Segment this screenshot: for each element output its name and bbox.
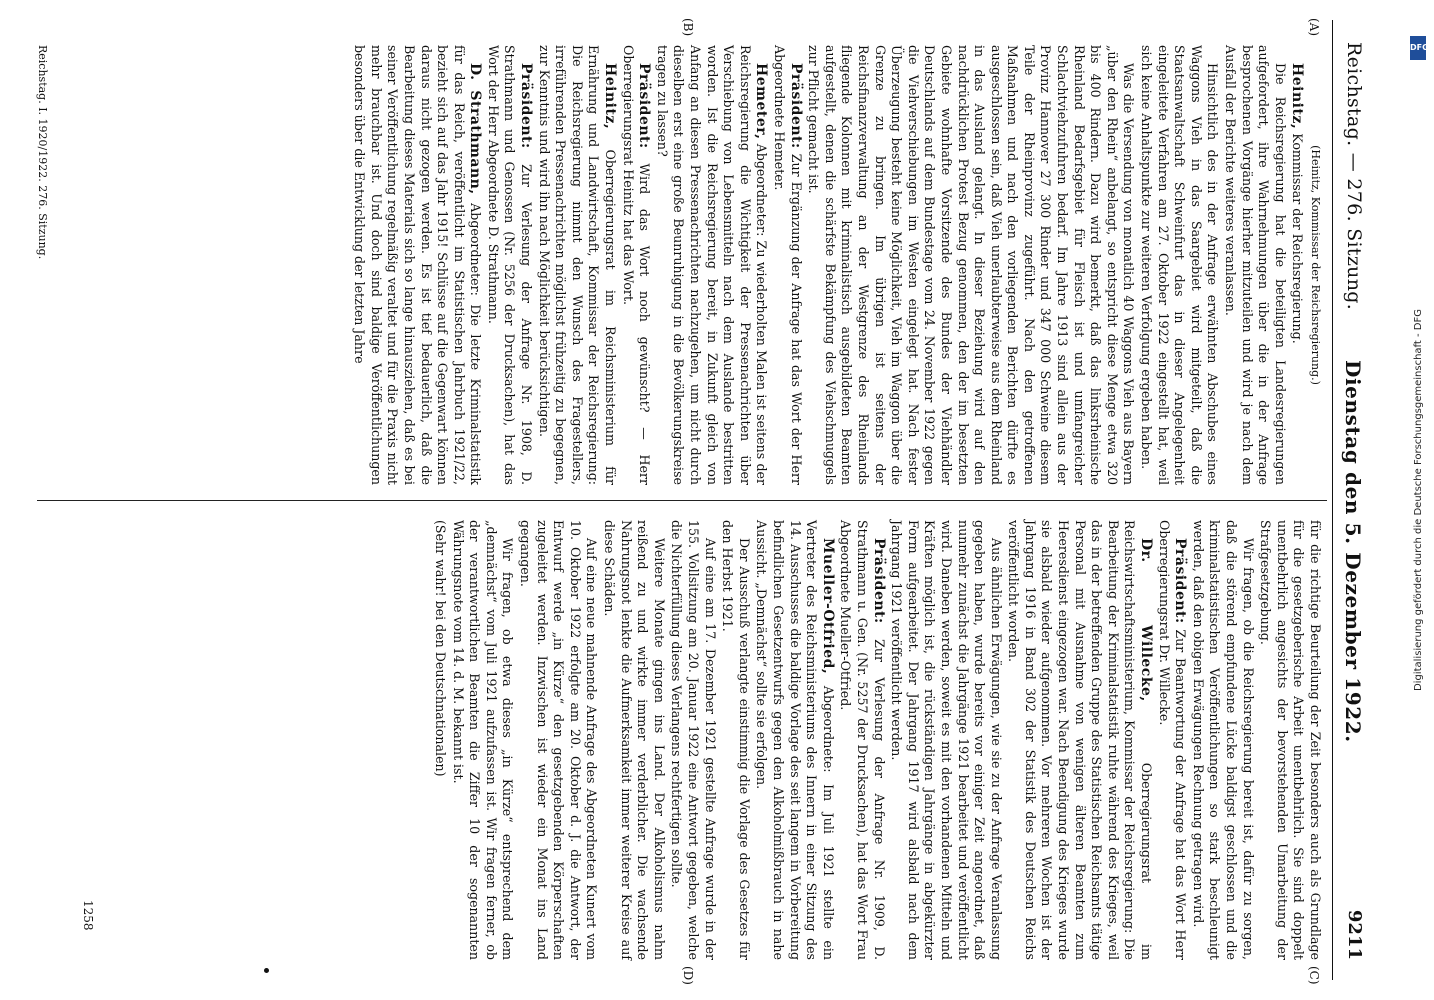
speaker-name: D. Strathmann,: [467, 63, 484, 195]
page-number: 9211: [1344, 909, 1365, 960]
paragraph: Auf eine am 17. Dezember 1921 gestellte Anfrage wurde in der 155. Vollsitzung am 20. Januar 1922 eine Antwort gegeben, welche die Nichterfüllung dieses Verlangens rechtfertigen sollte.: [669, 520, 718, 960]
speech-text: Kommissar der Reichsregierung.: [1290, 129, 1306, 344]
speech-text: Abgeordneter: Die letzte Kriminalstatistik für das Reich, veröffentlicht im Statistischen Jahrbuch 1921/22, bezieht sich auf das Jahr 1915! Schlüsse auf die Gegenwart können daraus nicht gezogen werden. Es ist tief bedauerlich, daß die Bearbeitung dieses Materials sich so lange hinausziehen, daß es bei seiner Veröffentlichung regelmäßig veraltet und für die Praxis nicht mehr brauchbar ist. Und doch sind baldige Veröffentlichungen besonders über die Entwicklung der letzten Jahre: [352, 45, 484, 485]
margin-marker-d: (D): [681, 966, 695, 985]
dfg-sidebar: [1406, 30, 1432, 970]
speech-paragraph: [770, 45, 803, 485]
speech-text: Abgeordnete: Im Juli 1921 stellte ein Vertreter des Reichsministeriums des Innern in einer Sitzung des 14. Ausschusses die baldige Vorlage des seit langem in Vorbereitung befindlichen Gesetzentwurfs gegen den Alkoholmißbrauch in nahe Aussicht. „Demnächst“ sollte sie erfolgen.: [754, 520, 836, 960]
speech-paragraph: [837, 520, 887, 960]
speaker-name: Mueller-Otfried,: [819, 538, 836, 675]
speaker-continuation-note: (Heinitz, Kommissar der Reichsregierung.): [1309, 145, 1322, 385]
header-date: Dienstag den 5. Dezember 1922.: [1341, 360, 1365, 743]
speaker-name: Heinitz,: [602, 63, 619, 130]
paragraph: Aus ähnlichen Erwägungen, wie sie zu der Anfrage Veranlassung gegeben haben, wurde bereits vor einiger Zeit angeordnet, daß nunmehr zunächst die Jahrgänge 1921 bearbeitet und veröffentlicht wird. Daneben werden, soweit es mit den vorhandenen Mitteln und Kräften möglich ist, die rückständigen Jahrgänge in abgekürzter Form aufgearbeitet. Der Jahrgang 1917 wird alsbald nach dem Jahrgang 1921 veröffentlicht werden.: [889, 520, 1004, 960]
speech-paragraph: [1289, 45, 1306, 485]
speech-text: Abgeordneter: Zu wiederholten Malen ist seitens der Reichsregierung die Wichtigkeit der Pressenachrichten über Verschiebung von Lebensmitteln nach dem Auslande bestritten worden. Ist die Reichsregierung bereit, in Zukunft gleich von Anfang an diesen Pressenachrichten nachzugehen, um nicht durch dieselben erst eine große Beunruhigung in die Bevölkerungskreise tragen zu lassen?: [654, 45, 770, 485]
paragraph: Die Reichsregierung hat die beteiligten Landesregierungen aufgefordert, ihre Wahrnehmungen über die in der Anfrage besprochenen Vorgänge hierher mitzuteilen und wird je nach dem Ausfall der Berichte weiteres veranlassen.: [1223, 45, 1288, 485]
speech-paragraph: [1155, 520, 1188, 960]
speaker-name: Präsident:: [870, 538, 887, 624]
right-column: [431, 520, 1323, 960]
speech-paragraph: [753, 520, 836, 960]
margin-marker-a: (A): [1307, 18, 1321, 37]
paragraph: Hinsichtlich des in der Anfrage erwähnten Abschubes eines Waggons Vieh in das Saargebiet wird mitgeteilt, daß die Staatsanwaltschaft Schweinfurt das in dieser Angelegenheit eingeleitete Verfahren am 27. Oktober 1922 eingestellt hat, weil sich keine Anhaltspunkte zur weiteren Verfolgung ergeben haben.: [1139, 45, 1221, 485]
speech-text: Oberregierungsrat im Reichsministerium für Ernährung und Landwirtschaft, Kommissar der Reichsregierung: Die Reichsregierung nimmt den Wunsch des Fragestellers, irreführenden Pressenachrichten möglichst frühzeitig zu begegnen, zur Kenntnis und wird ihn nach Möglichkeit berücksichtigen.: [536, 45, 619, 485]
speech-text: Wird das Wort noch gewünscht? — Herr Oberregierungsrat Heinitz hat das Wort.: [620, 45, 653, 485]
paragraph: Auf eine neue mahnende Anfrage des Abgeordneten Kunert vom 10. Oktober 1922 erfolgte am 20. Oktober d. J. die Antwort, der Entwurf werde „in Kürze“ den gesetzgebenden Körperschaften zugeleitet werden. Inzwischen ist wieder ein Monat ins Land gegangen.: [518, 520, 600, 960]
speaker-name: Hemeter,: [753, 63, 770, 140]
paragraph: für die richtige Beurteilung der Zeit besonders auch als Grundlage für die gesetzgeberische Arbeit unentbehrlich. Sie sind doppelt unentbehrlich angesichts der bevorstehenden Umarbeitung der Strafgesetzgebung.: [1258, 520, 1323, 960]
header-session: Reichstag. — 276. Sitzung.: [1343, 42, 1365, 311]
speech-text: Zur Verlesung der Anfrage Nr. 1909, D. Strathmann u. Gen. (Nr. 5257 der Drucksachen), hat das Wort Frau Abgeordnete Mueller-Otfried.: [838, 520, 887, 960]
paragraph: Was die Versendung von monatlich 40 Waggons Vieh aus Bayern „über den Rhein“ anbelangt, so entspricht diese Menge etwa 320 bis 400 Rindern. Dazu wird bemerkt, daß das linksrheinische Rheinland Bedarfsgebiet für Fleisch ist und umfangreicher Schlachtviehzufuhren bedarf. Im Jahre 1913 sind allein aus der Provinz Hannover 27 300 Rinder und 347 000 Schweine diesem Teile der Rheinprovinz zugeführt. Nach den getroffenen Maßnahmen und nach den vorliegenden Berichten dürfte es ausgeschlossen sein, daß Vieh unerlaubterweise aus dem Rheinland in das Ausland gelangt. In dieser Beziehung wird auf den nachdrücklichen Protest Bezug genommen, den der im besetzten Gebiete wohnhafte Vorsitzende des Bundes der Viehhändler Deutschlands auf dem Bundestage vom 24. November 1922 gegen die Viehverschiebungen im Westen eingelegt hat. Nach fester Überzeugung besteht keine Möglichkeit, Vieh im Waggon über die Grenze zu bringen. Im übrigen ist seitens der Reichsfinanzverwaltung an der Westgrenze des Rheinlands fliegende Kolonnen mit kriminalistisch ausgebildeten Beamten aufgestellt, denen die schärfste Bekämpfung des Viehschmuggels zur Pflicht gemacht ist.: [806, 45, 1137, 485]
speaker-name: Präsident:: [1172, 538, 1189, 624]
speech-paragraph: [484, 45, 534, 485]
speaker-name: Präsident:: [518, 63, 535, 149]
paragraph: Wir fragen, ob die Reichsregierung bereit ist, dafür zu sorgen, daß die störend empfundene Lücke baldigst geschlossen und die kriminalstatistischen Veröffentlichungen so stark beschleunigt werden, daß den obigen Erwägungen Rechnung getragen wird.: [1190, 520, 1256, 960]
left-column: [350, 45, 1323, 485]
speech-paragraph: [1005, 520, 1154, 960]
paragraph: Weitere Monate gingen ins Land. Der Alkoholismus nahm reißend zu und wirkte immer verderblicher. Die wachsende Nahrungsnot lenkte die Aufmerksamkeit immer weiterer Kreise auf diese Schäden.: [602, 520, 667, 960]
speaker-name: Präsident:: [636, 63, 653, 149]
speaker-name: Heinitz,: [1289, 63, 1306, 130]
speech-text: Oberregierungsrat im Reichswirtschaftsministerium, Kommissar der Reichsregierung: Die Bearbeitung der Kriminalstatistik ruhte während des Krieges, weil das in der betreffenden Gruppe des Statistischen Reichsamts tätige Personal mit Ausnahme von wenigen älteren Beamten zum Heeresdienst eingezogen war. Nach Beendigung des Krieges wurde sie alsbald wieder aufgenommen. Vor mehreren Wochen ist der Jahrgang 1916 in Band 302 der Statistik des Deutschen Reichs veröffentlicht worden.: [1006, 520, 1155, 960]
page-header: [1333, 0, 1373, 1000]
dfg-credit-text: Digitalisierung gefördert durch die Deutsche Forschungsgemeinschaft - DFG: [1413, 309, 1424, 692]
signature-mark: 1258: [81, 900, 95, 931]
speech-paragraph: [351, 45, 484, 485]
speech-paragraph: [619, 45, 652, 485]
paragraph: (Sehr wahr! bei den Deutschnationalen): [433, 520, 449, 777]
speaker-name: Dr. Willecke,: [1138, 538, 1155, 702]
column-divider: [37, 500, 1327, 501]
speaker-name: Präsident:: [787, 63, 804, 149]
speech-text: Zur Verlesung der Anfrage Nr. 1908, D. Strathmann und Genossen (Nr. 5256 der Drucksachen), hat das Wort der Herr Abgeordnete D. Strathmann.: [485, 45, 535, 485]
speck-mark: [264, 968, 269, 973]
speech-paragraph: [653, 45, 769, 485]
margin-marker-b: (B): [681, 18, 695, 37]
speech-text: Zur Beantwortung der Anfrage hat das Wort Herr Oberregierungsrat Dr. Willecke.: [1156, 520, 1189, 960]
margin-marker-c: (C): [1307, 966, 1321, 985]
header-rule: [1332, 20, 1333, 980]
dfg-logo: DFG: [1410, 36, 1426, 60]
paragraph: Der Ausschuß verlangte einstimmig die Vorlage des Gesetzes für den Herbst 1921.: [720, 520, 752, 960]
paragraph: Wir fragen, ob etwa dieses „in Kürze“ entsprechend dem „demnächst“ vom Juli 1921 aufzufassen ist. Wir fragen ferner, ob der verantwortlichen Beamten die Ziffer 10 der sogenannten Währungsnote vom 14. d. M. bekannt ist.: [450, 520, 516, 960]
speech-paragraph: [535, 45, 618, 485]
footer-volume: Reichstag. I. 1920/1922. 276. Sitzung.: [36, 45, 49, 260]
speech-text: Zur Ergänzung der Anfrage hat das Wort der Herr Abgeordnete Hemeter.: [772, 45, 804, 485]
